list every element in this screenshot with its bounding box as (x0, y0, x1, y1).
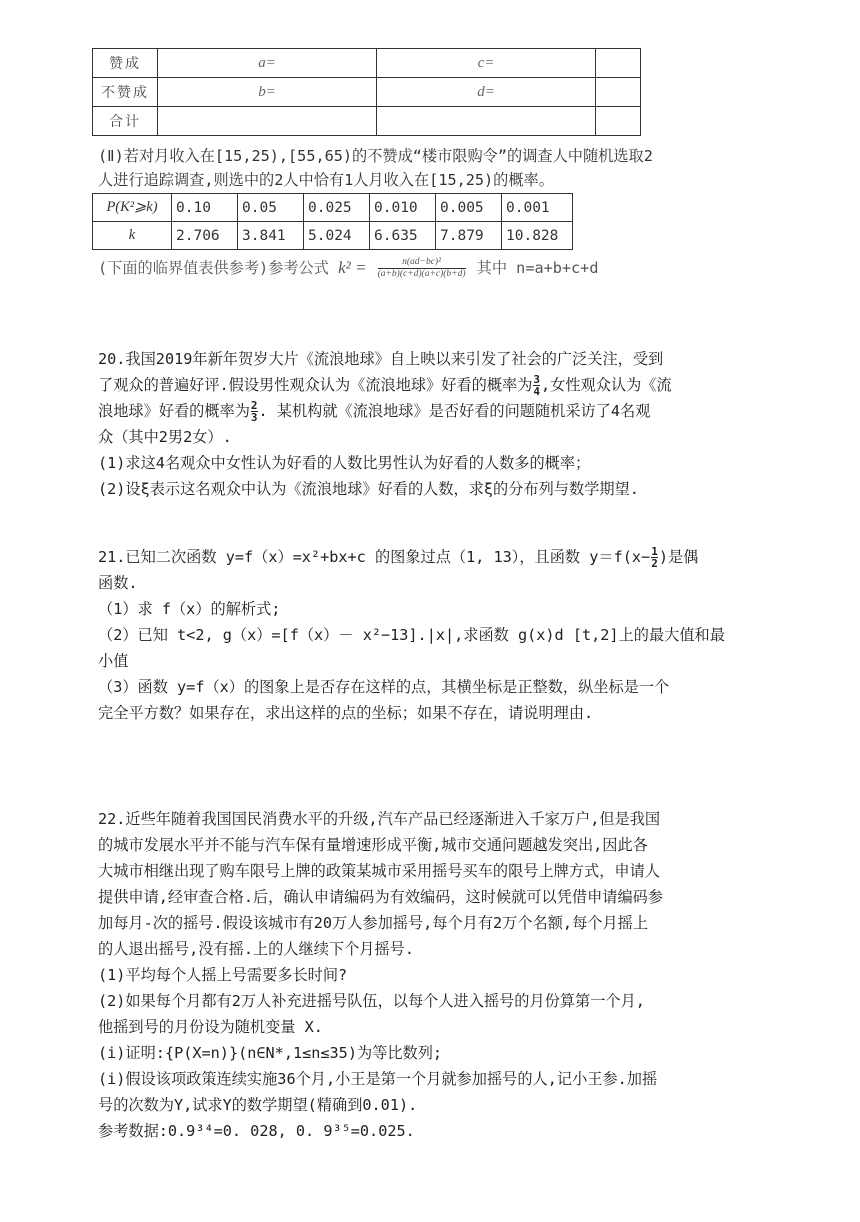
question-21 (98, 544, 768, 726)
table-cell: 0.05 (238, 194, 304, 222)
table-cell: 0.010 (370, 194, 436, 222)
fraction-numerator: 3 (533, 373, 541, 386)
table-cell: 10.828 (502, 222, 573, 250)
p-row-label: P(K²⩾k) (93, 194, 172, 222)
table-cell: 2.706 (172, 222, 238, 250)
q22-line: (i)假设该项政策连续实施36个月,小王是第一个月就参加摇号的人,记小王参.加摇 (98, 1070, 658, 1088)
table-row (93, 78, 641, 107)
q22-line: 的人退出摇号,没有摇.上的人继续下个月摇号. (98, 940, 414, 958)
fraction-denominator: 4 (533, 385, 541, 398)
fraction-3-4 (533, 374, 540, 397)
table-cell: d= (377, 78, 596, 107)
table-cell (596, 49, 641, 78)
q21-line: 小值 (98, 652, 129, 670)
fraction-2-3 (251, 400, 258, 423)
k-row-label: k (93, 222, 172, 250)
q20-line: 众（其中2男2女）. (98, 428, 232, 446)
q20-text: 浪地球》好看的概率为 (98, 402, 250, 420)
survey-table (92, 48, 641, 136)
table-row (93, 49, 641, 78)
table-cell: 0.025 (304, 194, 370, 222)
table-row (93, 222, 573, 250)
q21-text: 21.已知二次函数 y=f（x）=x²+bx+c 的图象过点（1, 13），且函数 y＝f(x− (98, 548, 651, 566)
chi-square-formula (378, 257, 466, 280)
q21-line: （3）函数 y=f（x）的图象上是否存在这样的点，其横坐标是正整数，纵坐标是一个 (98, 678, 670, 696)
formula-line (98, 256, 598, 280)
formula-k2: k² = (338, 258, 367, 277)
table-cell: 0.001 (502, 194, 573, 222)
q20-line (98, 398, 768, 424)
table-cell (377, 107, 596, 136)
table-cell: c= (377, 49, 596, 78)
question-22 (98, 806, 768, 1144)
formula-suffix: 其中 n=a+b+c+d (476, 259, 599, 277)
q21-text: )是偶 (658, 548, 699, 566)
table-cell (596, 107, 641, 136)
fraction-numerator: 2 (250, 399, 258, 412)
q21-line: （2）已知 t<2, g（x）=[f（x）－ x²−13].|x|,求函数 g(x)d [t,2]上的最大值和最 (98, 626, 725, 644)
formula-numerator: n(ad−bc)² (378, 257, 466, 269)
q20-line: (2)设ξ表示这名观众中认为《流浪地球》好看的人数，求ξ的分布列与数学期望. (98, 480, 639, 498)
row-label: 不赞成 (93, 78, 158, 107)
row-label: 合计 (93, 107, 158, 136)
table-cell: 0.005 (436, 194, 502, 222)
q20-text: 了观众的普遍好评.假设男性观众认为《流浪地球》好看的概率为 (98, 376, 533, 394)
q22-line: 22.近些年随着我国国民消费水平的升级,汽车产品已经逐渐进入千家万户,但是我国 (98, 810, 661, 828)
q20-line (98, 372, 768, 398)
q22-line: (2)如果每个月都有2万人补充进摇号队伍，以每个人进入摇号的月份算第一个月, (98, 992, 645, 1010)
table-cell: a= (158, 49, 377, 78)
q22-line: (1)平均每个人摇上号需要多长时间? (98, 966, 348, 984)
row-label: 赞成 (93, 49, 158, 78)
q22-line: 参考数据:0.9³⁴=0. 028, 0. 9³⁵=0.025. (98, 1122, 415, 1140)
q21-line: 完全平方数？如果存在，求出这样的点的坐标；如果不存在，请说明理由. (98, 704, 594, 722)
q22-line: 大城市相继出现了购车限号上牌的政策某城市采用摇号买车的限号上牌方式，申请人 (98, 862, 660, 880)
critical-value-table (92, 193, 573, 250)
q22-line: 号的次数为Y,试求Y的数学期望(精确到0.01). (98, 1096, 418, 1114)
question-20 (98, 346, 768, 502)
q20-text: ,女性观众认为《流 (541, 376, 672, 394)
q22-line: 加每月-次的摇号.假设该城市有20万人参加摇号,每个月有2万个名额,每个月摇上 (98, 914, 649, 932)
table-cell: 6.635 (370, 222, 436, 250)
table-cell: 3.841 (238, 222, 304, 250)
table-row (93, 107, 641, 136)
table-cell: b= (158, 78, 377, 107)
table-row (93, 194, 573, 222)
table-cell (596, 78, 641, 107)
fraction-numerator: 1 (651, 545, 658, 558)
table-cell: 0.10 (172, 194, 238, 222)
q22-line: (i)证明:{P(X=n)}(n∈N*,1≤n≤35)为等比数列; (98, 1044, 443, 1062)
q20-text: . 某机构就《流浪地球》是否好看的问题随机采访了4名观 (258, 402, 651, 420)
q22-line: 的城市发展水平并不能与汽车保有量增速形成平衡,城市交通问题越发突出,因此各 (98, 836, 648, 854)
q21-line: 函数. (98, 574, 138, 592)
q21-line: （1）求 f（x）的解析式; (98, 600, 281, 618)
formula-denominator: (a+b)(c+d)(a+c)(b+d) (377, 269, 466, 279)
q20-line: 20.我国2019年新年贺岁大片《流浪地球》自上映以来引发了社会的广泛关注，受到 (98, 350, 664, 368)
fraction-1-2 (651, 546, 658, 569)
fraction-denominator: 3 (250, 411, 258, 424)
part2-line-1: (Ⅱ)若对月收入在[15,25),[55,65)的不赞成“楼市限购令”的调查人中随机选取2 (98, 147, 653, 165)
q20-line: (1)求这4名观众中女性认为好看的人数比男性认为好看的人数多的概率； (98, 454, 591, 472)
table-cell (158, 107, 377, 136)
part2-line-2: 人进行追踪调查,则选中的2人中恰有1人月收入在[15,25)的概率。 (98, 171, 554, 189)
q22-line: 他摇到号的月份设为随机变量 X. (98, 1018, 323, 1036)
table-cell: 5.024 (304, 222, 370, 250)
formula-prefix: (下面的临界值表供参考)参考公式 (98, 259, 329, 277)
q22-line: 提供申请,经审查合格.后，确认申请编码为有效编码，这时候就可以凭借申请编码参 (98, 888, 664, 906)
fraction-denominator: 2 (651, 557, 658, 570)
table-cell: 7.879 (436, 222, 502, 250)
q21-line (98, 544, 768, 570)
